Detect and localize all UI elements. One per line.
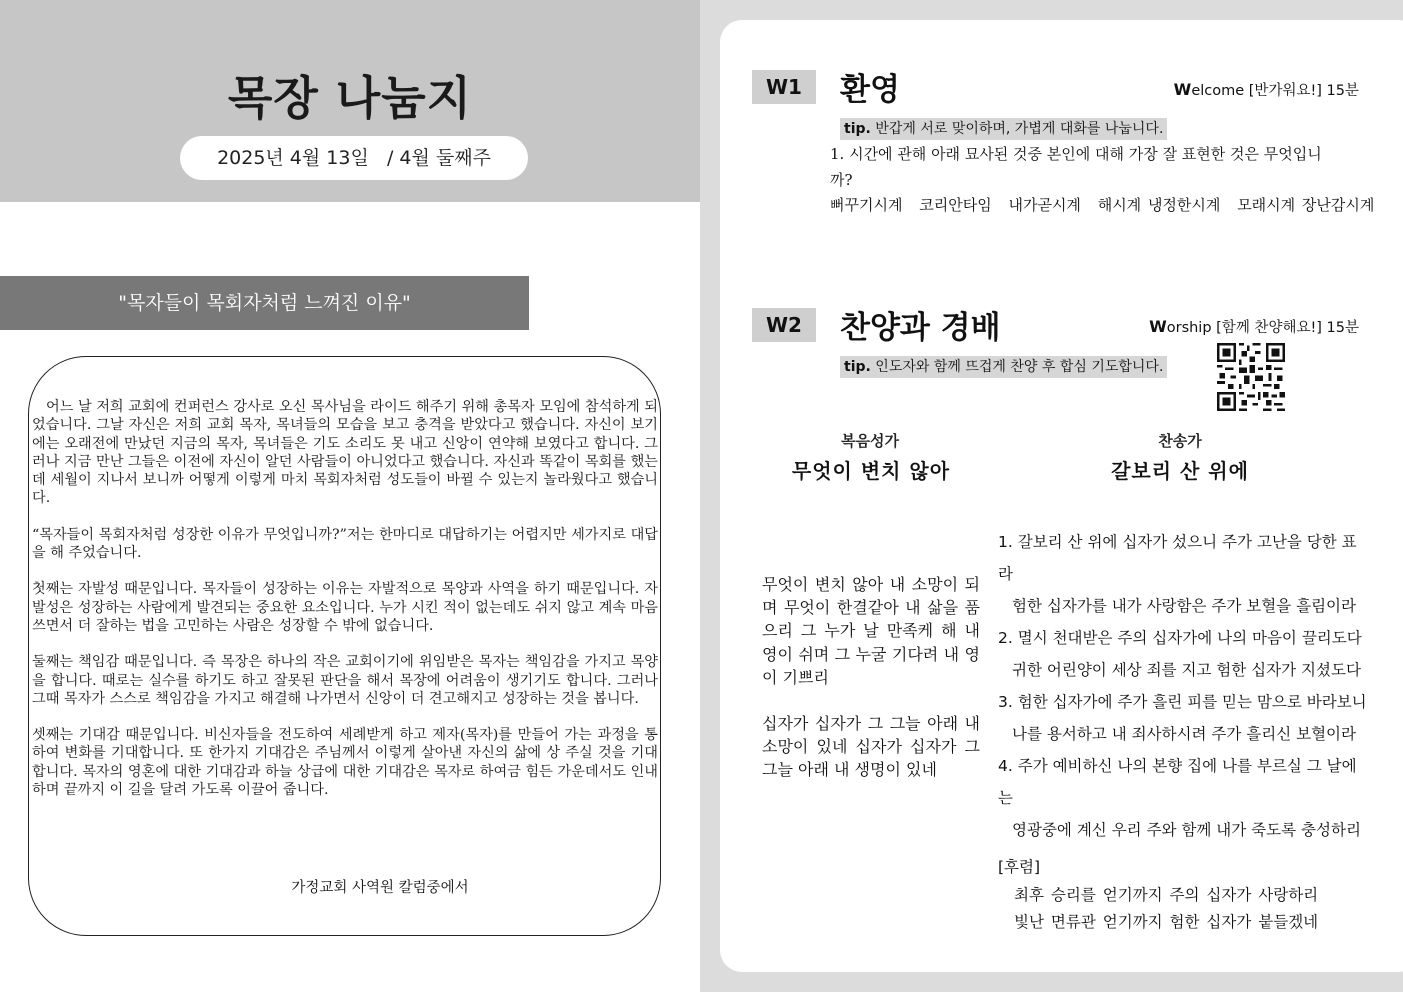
song2-verse-line: 1. 갈보리 산 위에 십자가 섰으니 주가 고난을 당한 표라 <box>998 533 1357 583</box>
song2-refrain-label: [후렴] <box>998 858 1041 876</box>
column-paragraph: 둘째는 책임감 때문입니다. 즉 목장은 하나의 작은 교회이기에 위임받은 목자는 책임감을 가지고 목양을 합니다. 때로는 실수를 하기도 하고 잘못된 판단을 해서 목장에 어려움이 생기기도 합니다. 그러나 그때 목자가 스스로 책임감을 가지고 해결해 나가면서 신앙이 더 견고해지고 성장하는 것을 봅니다. <box>32 654 658 707</box>
w2-subtitle-text: orship [함께 찬양해요!] 15분 <box>1166 320 1359 336</box>
song2-caption: 찬송가 <box>1158 432 1202 450</box>
song2-verse <box>998 750 1368 846</box>
w2-tip-label: tip. <box>844 359 871 375</box>
song2-verse <box>998 526 1368 622</box>
song1-verse: 무엇이 변치 않아 내 소망이 되며 무엇이 한결같아 내 삶을 품으리 그 누가 날 만족케 해 내 영이 쉬며 그 누굴 기다려 내 영이 기쁘리 <box>762 575 980 687</box>
column-text <box>32 398 658 817</box>
w1-options <box>830 194 1384 215</box>
song2-lyrics <box>998 526 1368 936</box>
qr-code-icon[interactable] <box>1217 343 1285 411</box>
w1-subtitle-text: elcome [반가워요!] 15분 <box>1191 83 1359 99</box>
song2-verse-line: 4. 주가 예비하신 나의 본향 집에 나를 부르실 그 날에는 <box>998 757 1357 807</box>
column-title-bar: "목자들이 목회자처럼 느껴진 이유" <box>0 276 529 330</box>
w1-option: 코리안타임 <box>919 196 992 214</box>
w1-subtitle <box>1174 79 1359 100</box>
song2-verse-line: 2. 멸시 천대받은 주의 십자가에 나의 마음이 끌리도다 <box>998 629 1362 647</box>
song2-verse <box>998 686 1368 750</box>
w1-subtitle-initial: W <box>1173 80 1192 99</box>
column-paragraph: 어느 날 저희 교회에 컨퍼런스 강사로 오신 목사님을 라이드 해주기 위해 총목자 모임에 참석하게 되었습니다. 그날 자신은 저희 교회 목자, 목녀들의 모습을 보고 충격을 받았다고 했습니다. 자신이 보기에는 오래전에 만났던 지금의 목자, 목녀들은 기도 소리도 못 내고 신앙이 연약해 보였다고 합니다. 그러나 지금 만난 그들은 이전에 자신이 알던 사람들이 아니었다고 했습니다. 자신과 똑같이 목회를 했는데 세월이 지나서 보니까 어떻게 이렇게 마치 목회자처럼 성도들이 바뀔 수 있는지 놀라웠다고 했습니다. <box>32 399 658 507</box>
w1-option: 내가곧시계 <box>1008 196 1081 214</box>
song2-verse <box>998 622 1368 686</box>
w2-subtitle-initial: W <box>1149 317 1167 336</box>
song2-refrain-line: 빛난 면류관 얻기까지 험한 십자가 붙들겠네 <box>1014 913 1319 931</box>
w2-tip <box>840 356 1167 378</box>
w2-title: 찬양과 경배 <box>840 310 1001 346</box>
w1-question: 1. 시간에 관해 아래 묘사된 것중 본인에 대해 가장 잘 표현한 것은 무엇입니까? <box>830 145 1322 189</box>
date-pill: 2025년 4월 13일 / 4월 둘째주 <box>180 136 528 180</box>
w1-tip-text: 반갑게 서로 맞이하며, 가볍게 대화를 나눕니다. <box>870 121 1164 137</box>
w1-tip-label: tip. <box>844 121 871 137</box>
song2-verse-line: 험한 십자가를 내가 사랑함은 주가 보혈을 흘림이라 <box>1012 597 1356 615</box>
song2-verse-line: 영광중에 계신 우리 주와 함께 내가 죽도록 충성하리 <box>1012 821 1361 839</box>
w1-option: 해시계 냉정한시계 <box>1097 196 1221 214</box>
w1-title: 환영 <box>840 72 900 108</box>
column-paragraph: 셋째는 기대감 때문입니다. 비신자들을 전도하여 세례받게 하고 제자(목자)를 만들어 가는 과정을 통하여 변화를 기대합니다. 또 한가지 기대감은 주님께서 이렇게 살아낸 자신의 삶에 상 주실 것을 기대합니다. 목자의 영혼에 대한 기대감과 하늘 상급에 대한 기대감은 목자로 하여금 힘든 가운데서도 인내하며 끝까지 이 길을 달려 가도록 이끌어 줍니다. <box>32 727 658 799</box>
w1-tip <box>840 118 1167 140</box>
song2-title: 갈보리 산 위에 <box>1111 459 1249 483</box>
column-source: 가정교회 사역원 칼럼중에서 <box>291 880 469 896</box>
column-paragraph: “목자들이 목회자처럼 성장한 이유가 무엇입니까?”저는 한마디로 대답하기는 어렵지만 세가지로 대답을 해 주었습니다. <box>32 526 658 562</box>
song2-refrain-line: 최후 승리를 얻기까지 주의 십자가 사랑하리 <box>1014 886 1319 904</box>
song1-lyrics <box>762 573 980 805</box>
column-paragraph: 첫째는 자발성 때문입니다. 목자들이 성장하는 이유는 자발적으로 목양과 사역을 하기 때문입니다. 자발성은 성장하는 사람에게 발견되는 중요한 요소입니다. 누가 시킨 적이 없는데도 쉬지 않고 계속 마음 쓰면서 더 잘하는 법을 고민하는 사람은 성장할 수 밖에 없습니다. <box>32 581 658 634</box>
w2-tip-text: 인도자와 함께 뜨겁게 찬양 후 합심 기도합니다. <box>870 359 1164 375</box>
w1-tag: W1 <box>752 70 816 104</box>
song1-title: 무엇이 변치 않아 <box>791 459 951 483</box>
song2-verse-line: 3. 험한 십자가에 주가 흘린 피를 믿는 맘으로 바라보니 <box>998 693 1367 711</box>
song1-chorus: 십자가 십자가 그 그늘 아래 내 소망이 있네 십자가 십자가 그 그늘 아래 내 생명이 있네 <box>762 714 980 780</box>
w1-option: 뻐꾸기시계 <box>830 196 903 214</box>
song2-verse-line: 귀한 어린양이 세상 죄를 지고 험한 십자가 지셨도다 <box>1012 661 1361 679</box>
left-page <box>0 0 700 992</box>
w2-tag: W2 <box>752 308 816 342</box>
song1-caption: 복음성가 <box>841 432 899 450</box>
w1-option: 모래시계 장난감시계 <box>1237 196 1375 214</box>
page-title: 목장 나눔지 <box>227 71 473 125</box>
w2-subtitle <box>1149 316 1359 337</box>
song2-verse-line: 나를 용서하고 내 죄사하시려 주가 흘리신 보혈이라 <box>1012 725 1356 743</box>
